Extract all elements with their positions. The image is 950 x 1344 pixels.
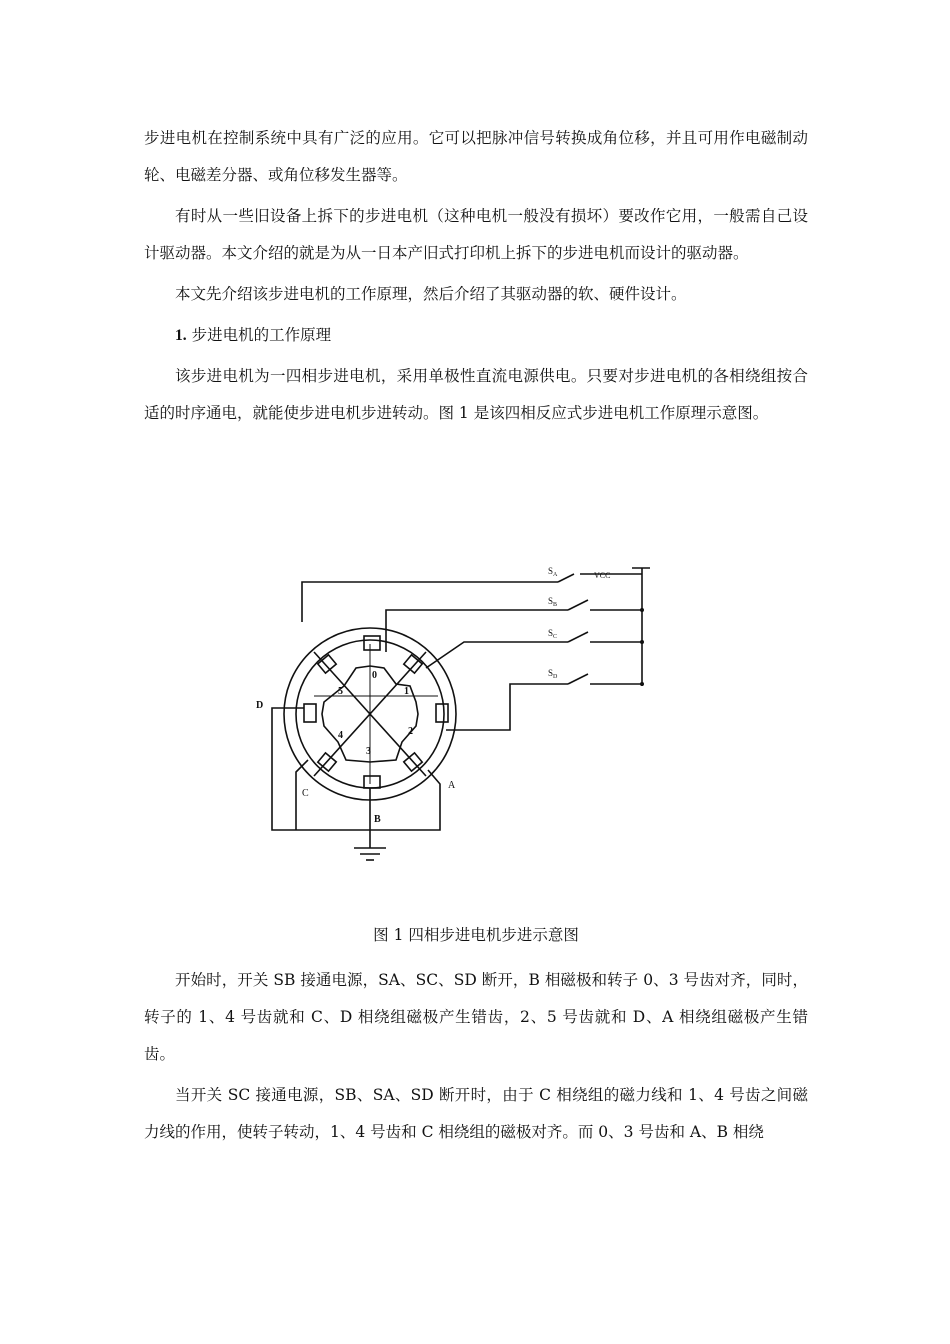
paragraph-5: 开始时，开关 SB 接通电源，SA、SC、SD 断开，B 相磁极和转子 0、3 号齿对齐，同时，转子的 1、4 号齿就和 C、D 相绕组磁极产生错齿，2、5 号齿就和 D、A 相绕组磁极产生错齿。	[144, 971, 808, 1063]
switch-d-label: $S_D$	[548, 668, 558, 680]
tooth-5-label: 5	[338, 686, 343, 697]
switch-a-label: $S_A$	[548, 566, 558, 578]
phase-d-label: D	[256, 700, 264, 711]
paragraph-6: 当开关 SC 接通电源，SB、SA、SD 断开时，由于 C 相绕组的磁力线和 1、4 号齿之间磁力线的作用，使转子转动，1、4 号齿和 C 相绕组的磁极对齐。而 0、3 号齿和 A、B 相绕	[144, 1086, 808, 1141]
stepper-motor-svg	[250, 562, 660, 874]
switch-c-label: $S_C$	[548, 628, 558, 640]
tooth-2-label: 2	[408, 726, 413, 737]
pole-top	[364, 636, 380, 650]
paragraph-2: 有时从一些旧设备上拆下的步进电机（这种电机一般没有损坏）要改作它用，一般需自己设计驱动器。本文介绍的就是为从一日本产旧式打印机上拆下的步进电机而设计的驱动器。	[144, 207, 808, 262]
paragraph-1: 步进电机在控制系统中具有广泛的应用。它可以把脉冲信号转换成角位移，并且可用作电磁制动轮、电磁差分器、或角位移发生器等。	[144, 129, 808, 184]
tooth-3-label: 3	[366, 746, 371, 757]
stepper-motor-diagram	[250, 562, 660, 874]
phase-b-label: B	[374, 814, 381, 825]
body-text-block	[144, 962, 808, 1155]
section-number: 1.	[175, 327, 187, 344]
paragraph-4: 该步进电机为一四相步进电机，采用单极性直流电源供电。只要对步进电机的各相绕组按合适的时序通电，就能使步进电机步进转动。图 1 是该四相反应式步进电机工作原理示意图。	[144, 367, 808, 422]
section-title: 步进电机的工作原理	[191, 326, 332, 344]
tooth-0-label: 0	[372, 670, 377, 681]
pole-top-right	[404, 655, 422, 673]
phase-c-label: C	[302, 788, 309, 799]
tooth-1-label: 1	[404, 686, 409, 697]
pole-bottom	[364, 776, 380, 788]
pole-right	[436, 704, 448, 722]
figure-caption: 图 1 四相步进电机步进示意图	[373, 926, 579, 944]
paragraph-3: 本文先介绍该步进电机的工作原理，然后介绍了其驱动器的软、硬件设计。	[175, 285, 687, 303]
vcc-label: VCC	[594, 571, 611, 580]
pole-top-left	[318, 655, 336, 673]
tooth-4-label: 4	[338, 730, 343, 741]
switch-b-label: $S_B$	[548, 596, 558, 608]
phase-a-label: A	[448, 780, 456, 791]
intro-text-block	[144, 120, 808, 436]
section-heading	[144, 317, 808, 354]
pole-left	[304, 704, 316, 722]
